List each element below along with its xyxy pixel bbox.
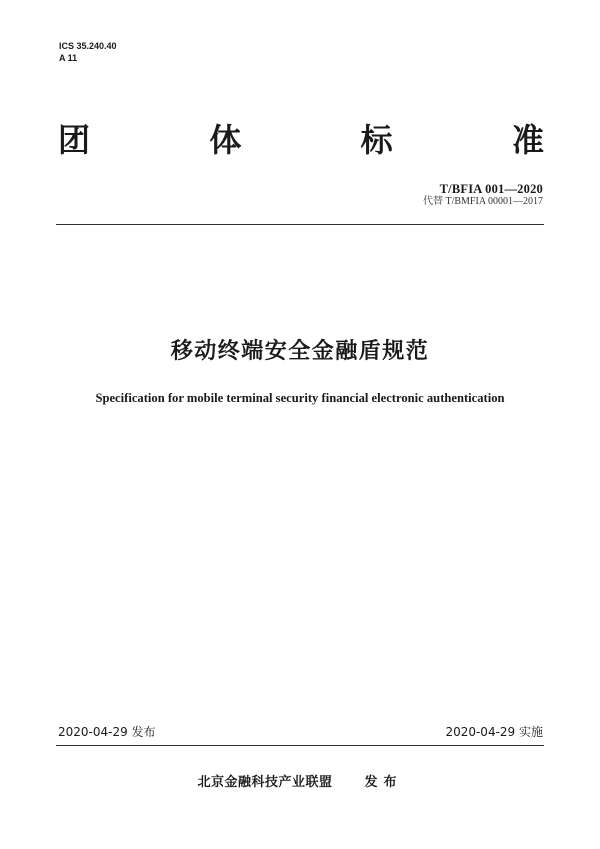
top-divider <box>56 224 544 225</box>
standard-type-char: 标 <box>360 121 393 159</box>
publisher-line <box>0 774 600 792</box>
publish-action: 发布 <box>364 775 403 790</box>
bottom-divider <box>56 745 544 746</box>
ics-code: ICS 35.240.40 <box>59 41 117 51</box>
implementation-date: 2020-04-29 实施 <box>445 725 543 739</box>
replaces-standard: 代替 T/BMFIA 00001—2017 <box>422 196 543 207</box>
issue-date: 2020-04-29 发布 <box>58 725 156 739</box>
standard-type-char: 准 <box>511 121 544 159</box>
classification-codes <box>59 40 117 64</box>
document-title-chinese: 移动终端安全金融盾规范 <box>170 339 430 364</box>
publisher-organization: 北京金融科技产业联盟 <box>197 775 333 790</box>
standard-type-char: 体 <box>209 121 242 159</box>
standard-type-char: 团 <box>58 121 91 159</box>
standard-number: T/BFIA 001—2020 <box>439 182 543 196</box>
ccs-code: A 11 <box>59 53 78 63</box>
standard-type-heading <box>58 120 544 160</box>
document-title-english: Specification for mobile terminal security financial electronic authentication <box>95 391 505 405</box>
